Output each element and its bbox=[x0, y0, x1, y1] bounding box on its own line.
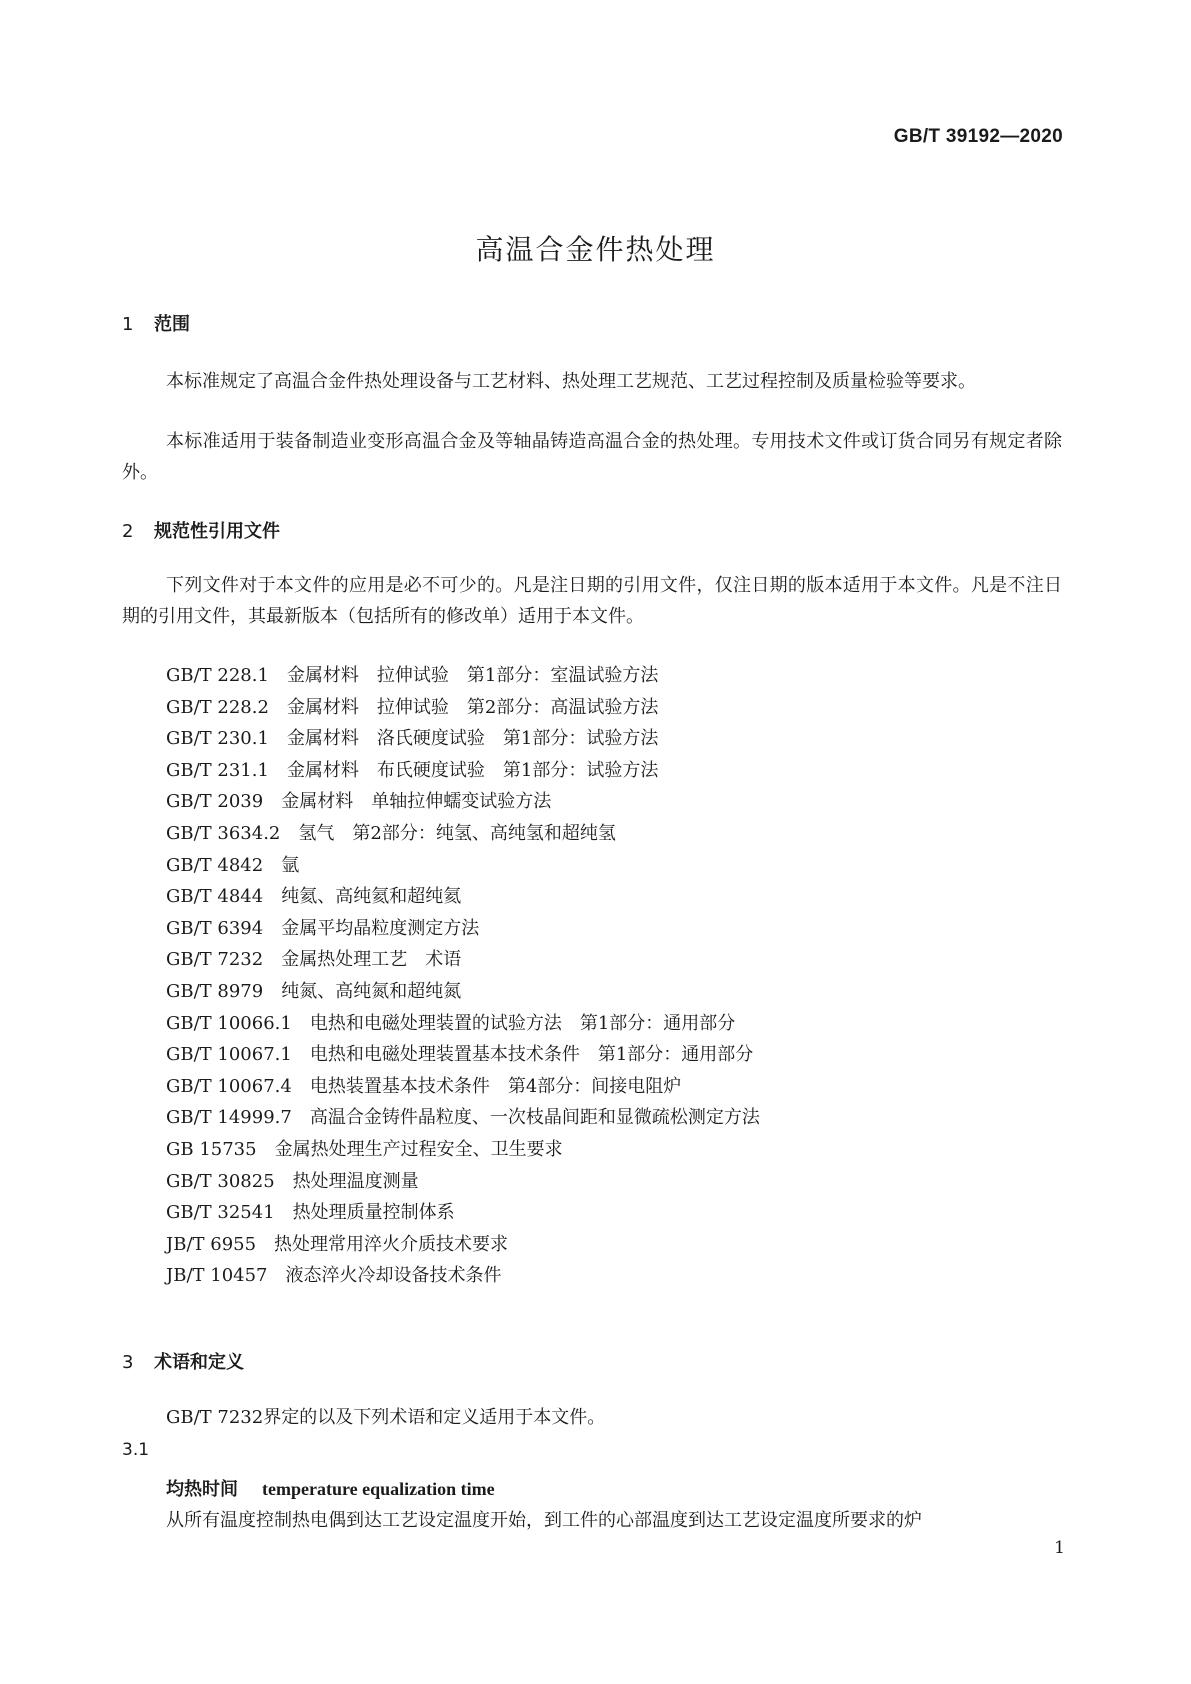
term-cn: 均热时间 bbox=[166, 1479, 238, 1500]
reference-code: GB/T 7232 bbox=[166, 949, 264, 971]
scope-paragraph-2: 本标准适用于装备制造业变形高温合金及等轴晶铸造高温合金的热处理。专用技术文件或订货合同另有规定者除外。 bbox=[122, 431, 1062, 483]
reference-title: 氩 bbox=[281, 854, 300, 876]
reference-title: 金属材料 单轴拉伸蠕变试验方法 bbox=[281, 791, 552, 813]
reference-code: GB/T 230.1 bbox=[166, 728, 269, 750]
reference-title: 金属材料 洛氏硬度试验 第1部分：试验方法 bbox=[286, 728, 659, 750]
reference-item bbox=[166, 850, 760, 882]
reference-title: 纯氦、高纯氦和超纯氦 bbox=[281, 886, 462, 908]
reference-code: GB/T 10067.4 bbox=[166, 1075, 292, 1097]
term-definition: 从所有温度控制热电偶到达工艺设定温度开始，到工件的心部温度到达工艺设定温度所要求的炉 bbox=[166, 1510, 922, 1531]
section-number: 1 bbox=[122, 314, 134, 335]
section-title: 术语和定义 bbox=[154, 1352, 244, 1373]
reference-title: 金属平均晶粒度测定方法 bbox=[281, 917, 480, 939]
reference-code: GB/T 10067.1 bbox=[166, 1044, 292, 1066]
reference-item bbox=[166, 913, 760, 945]
reference-item bbox=[166, 1039, 760, 1071]
section-title: 规范性引用文件 bbox=[154, 521, 280, 542]
reference-item bbox=[166, 723, 760, 755]
reference-item bbox=[166, 1134, 760, 1166]
references-intro: 下列文件对于本文件的应用是必不可少的。凡是注日期的引用文件，仅注日期的版本适用于本文件。凡是不注日期的引用文件，其最新版本（包括所有的修改单）适用于本文件。 bbox=[122, 575, 1062, 627]
reference-item bbox=[166, 1197, 760, 1229]
reference-title: 热处理质量控制体系 bbox=[292, 1202, 455, 1224]
reference-title: 热处理常用淬火介质技术要求 bbox=[274, 1233, 509, 1255]
reference-title: 金属热处理工艺 术语 bbox=[281, 949, 462, 971]
reference-item bbox=[166, 881, 760, 913]
page-number: 1 bbox=[1054, 1538, 1065, 1558]
terms-intro: GB/T 7232界定的以及下列术语和定义适用于本文件。 bbox=[166, 1407, 606, 1428]
reference-code: GB 15735 bbox=[166, 1138, 257, 1160]
section-number: 3 bbox=[122, 1352, 134, 1373]
reference-code: GB/T 228.1 bbox=[166, 665, 269, 686]
reference-code: GB/T 6394 bbox=[166, 917, 264, 939]
reference-item bbox=[166, 1071, 760, 1103]
document-title: 高温合金件热处理 bbox=[475, 233, 716, 266]
section-number: 2 bbox=[122, 521, 134, 542]
reference-code: GB/T 228.2 bbox=[166, 696, 269, 718]
reference-title: 金属热处理生产过程安全、卫生要求 bbox=[274, 1138, 563, 1160]
reference-code: GB/T 30825 bbox=[166, 1170, 275, 1192]
reference-code: GB/T 231.1 bbox=[166, 759, 269, 781]
reference-item bbox=[166, 1008, 760, 1040]
reference-item bbox=[166, 1229, 760, 1261]
term-heading bbox=[166, 1475, 495, 1501]
section-heading-scope bbox=[122, 310, 190, 336]
section-title: 范围 bbox=[154, 314, 190, 335]
reference-code: GB/T 14999.7 bbox=[166, 1107, 292, 1129]
reference-code: JB/T 6955 bbox=[166, 1233, 257, 1255]
reference-item bbox=[166, 660, 760, 692]
reference-item bbox=[166, 1102, 760, 1134]
reference-list bbox=[166, 660, 760, 1292]
reference-title: 热处理温度测量 bbox=[292, 1170, 419, 1192]
reference-item bbox=[166, 1166, 760, 1198]
term-en: temperature equalization time bbox=[262, 1479, 495, 1499]
reference-title: 电热和电磁处理装置基本技术条件 第1部分：通用部分 bbox=[309, 1044, 754, 1066]
section-heading-terms bbox=[122, 1348, 244, 1374]
reference-title: 金属材料 拉伸试验 第2部分：高温试验方法 bbox=[286, 696, 659, 718]
reference-item bbox=[166, 976, 760, 1008]
reference-code: GB/T 4844 bbox=[166, 886, 264, 908]
reference-item bbox=[166, 692, 760, 724]
reference-code: GB/T 4842 bbox=[166, 854, 264, 876]
reference-title: 电热装置基本技术条件 第4部分：间接电阻炉 bbox=[309, 1075, 682, 1097]
term-number: 3.1 bbox=[122, 1440, 150, 1460]
reference-title: 纯氮、高纯氮和超纯氮 bbox=[281, 980, 462, 1002]
reference-title: 高温合金铸件晶粒度、一次枝晶间距和显微疏松测定方法 bbox=[309, 1107, 760, 1129]
section-heading-normative-references bbox=[122, 517, 280, 543]
reference-item bbox=[166, 786, 760, 818]
reference-code: JB/T 10457 bbox=[166, 1265, 268, 1287]
reference-item bbox=[166, 755, 760, 787]
reference-item bbox=[166, 1260, 760, 1292]
reference-title: 金属材料 拉伸试验 第1部分：室温试验方法 bbox=[286, 665, 659, 686]
reference-title: 电热和电磁处理装置的试验方法 第1部分：通用部分 bbox=[309, 1012, 736, 1034]
reference-code: GB/T 8979 bbox=[166, 980, 264, 1002]
reference-code: GB/T 10066.1 bbox=[166, 1012, 292, 1034]
scope-paragraph-1: 本标准规定了高温合金件热处理设备与工艺材料、热处理工艺规范、工艺过程控制及质量检验等要求。 bbox=[166, 371, 976, 392]
reference-item bbox=[166, 944, 760, 976]
reference-item bbox=[166, 818, 760, 850]
reference-title: 液态淬火冷却设备技术条件 bbox=[285, 1265, 502, 1287]
reference-title: 金属材料 布氏硬度试验 第1部分：试验方法 bbox=[286, 759, 659, 781]
reference-code: GB/T 2039 bbox=[166, 791, 264, 813]
reference-code: GB/T 3634.2 bbox=[166, 822, 281, 844]
reference-code: GB/T 32541 bbox=[166, 1202, 275, 1224]
reference-title: 氢气 第2部分：纯氢、高纯氢和超纯氢 bbox=[298, 822, 616, 844]
standard-code: GB/T 39192—2020 bbox=[893, 126, 1063, 147]
